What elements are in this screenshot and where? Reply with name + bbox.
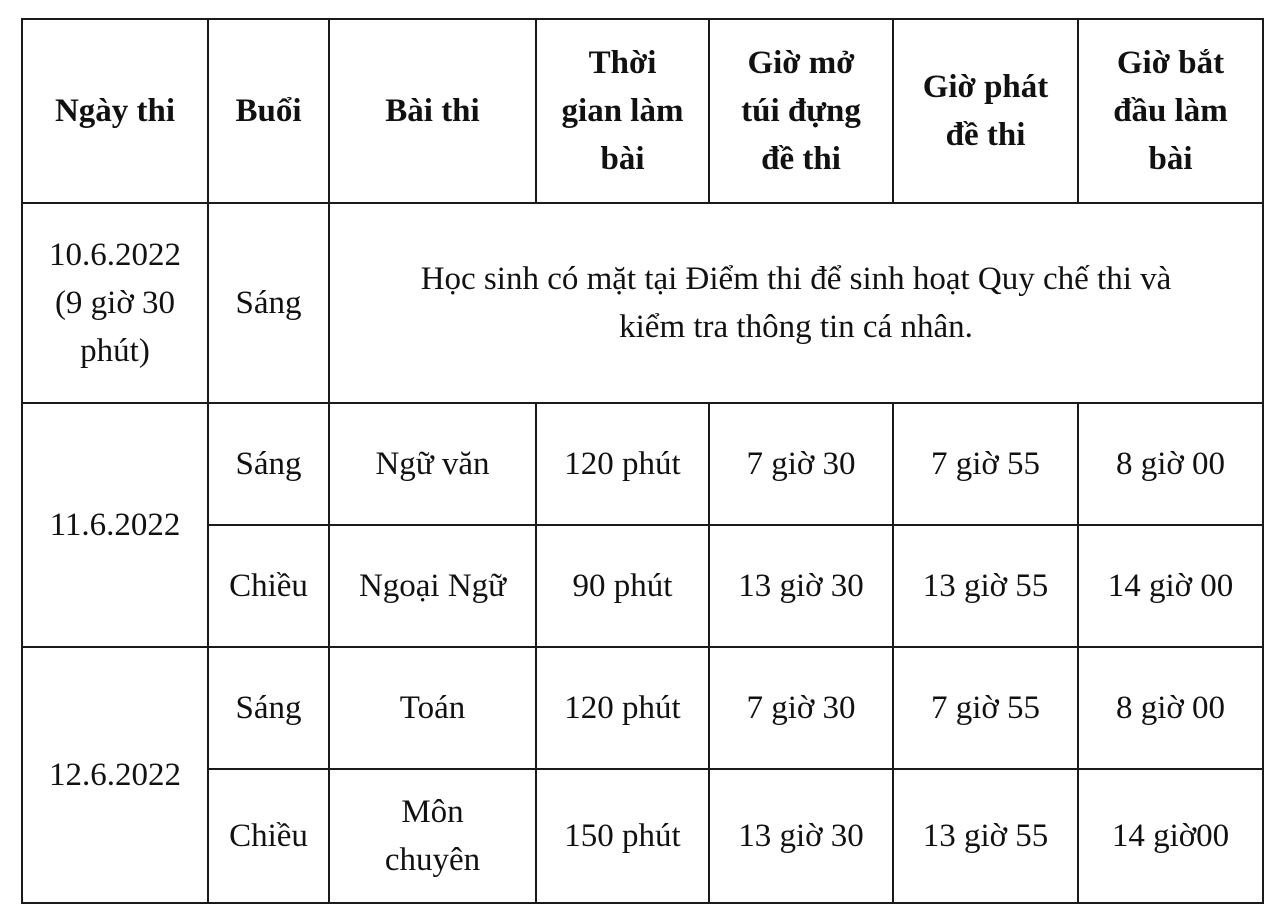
distribute-time-cell: 13 giờ 55 — [893, 769, 1078, 903]
start-time-cell: 14 giờ 00 — [1078, 525, 1263, 647]
start-time-cell: 8 giờ 00 — [1078, 647, 1263, 769]
session-cell: Chiều — [208, 769, 329, 903]
header-duration-line: bài — [600, 141, 645, 177]
header-start-line: đầu làm — [1113, 93, 1228, 129]
table-row — [22, 769, 1263, 903]
header-duration-line: Thời — [588, 45, 657, 81]
duration-cell: 90 phút — [536, 525, 709, 647]
header-start-line: bài — [1148, 141, 1193, 177]
subject-line: chuyên — [384, 842, 481, 878]
start-time-cell: 14 giờ00 — [1078, 769, 1263, 903]
table-row — [22, 647, 1263, 769]
header-open-line: đề thi — [761, 141, 841, 177]
duration-cell: 120 phút — [536, 403, 709, 525]
subject-line: Môn — [401, 794, 464, 830]
header-duration — [536, 19, 709, 203]
distribute-time-cell: 7 giờ 55 — [893, 647, 1078, 769]
day1-note — [329, 203, 1263, 403]
header-start-line: Giờ bắt — [1116, 45, 1225, 81]
session-cell: Chiều — [208, 525, 329, 647]
header-open-line: Giờ mở — [747, 45, 855, 81]
header-date: Ngày thi — [22, 19, 208, 203]
open-time-cell: 13 giờ 30 — [709, 769, 893, 903]
subject-cell: Toán — [329, 647, 536, 769]
header-subject: Bài thi — [329, 19, 536, 203]
header-open-envelope — [709, 19, 893, 203]
subject-cell: Ngoại Ngữ — [329, 525, 536, 647]
duration-cell: 120 phút — [536, 647, 709, 769]
day1-note-line: Học sinh có mặt tại Điểm thi để sinh hoạt Quy chế thi và — [420, 261, 1172, 297]
subject-cell: Ngữ văn — [329, 403, 536, 525]
day1-note-line: kiểm tra thông tin cá nhân. — [619, 309, 973, 345]
session-cell: Sáng — [208, 647, 329, 769]
distribute-time-cell: 7 giờ 55 — [893, 403, 1078, 525]
exam-schedule-table — [21, 18, 1264, 904]
distribute-time-cell: 13 giờ 55 — [893, 525, 1078, 647]
session-cell: Sáng — [208, 403, 329, 525]
day1-time-line: phút) — [80, 333, 150, 369]
header-row — [22, 19, 1263, 203]
day1-session: Sáng — [208, 203, 329, 403]
open-time-cell: 7 giờ 30 — [709, 647, 893, 769]
header-session: Buổi — [208, 19, 329, 203]
open-time-cell: 13 giờ 30 — [709, 525, 893, 647]
header-distribute — [893, 19, 1078, 203]
start-time-cell: 8 giờ 00 — [1078, 403, 1263, 525]
table-row — [22, 403, 1263, 525]
day1-date: 10.6.2022 — [49, 237, 181, 273]
duration-cell: 150 phút — [536, 769, 709, 903]
table-row — [22, 203, 1263, 403]
day1-time-line: (9 giờ 30 — [54, 285, 176, 321]
header-duration-line: gian làm — [561, 93, 684, 129]
day2-date: 11.6.2022 — [22, 403, 208, 647]
open-time-cell: 7 giờ 30 — [709, 403, 893, 525]
header-distribute-line: đề thi — [945, 117, 1026, 153]
header-start — [1078, 19, 1263, 203]
subject-cell — [329, 769, 536, 903]
header-open-line: túi đựng — [741, 93, 861, 129]
table-row — [22, 525, 1263, 647]
header-distribute-line: Giờ phát — [922, 69, 1049, 105]
day3-date: 12.6.2022 — [22, 647, 208, 903]
day1-date-cell — [22, 203, 208, 403]
